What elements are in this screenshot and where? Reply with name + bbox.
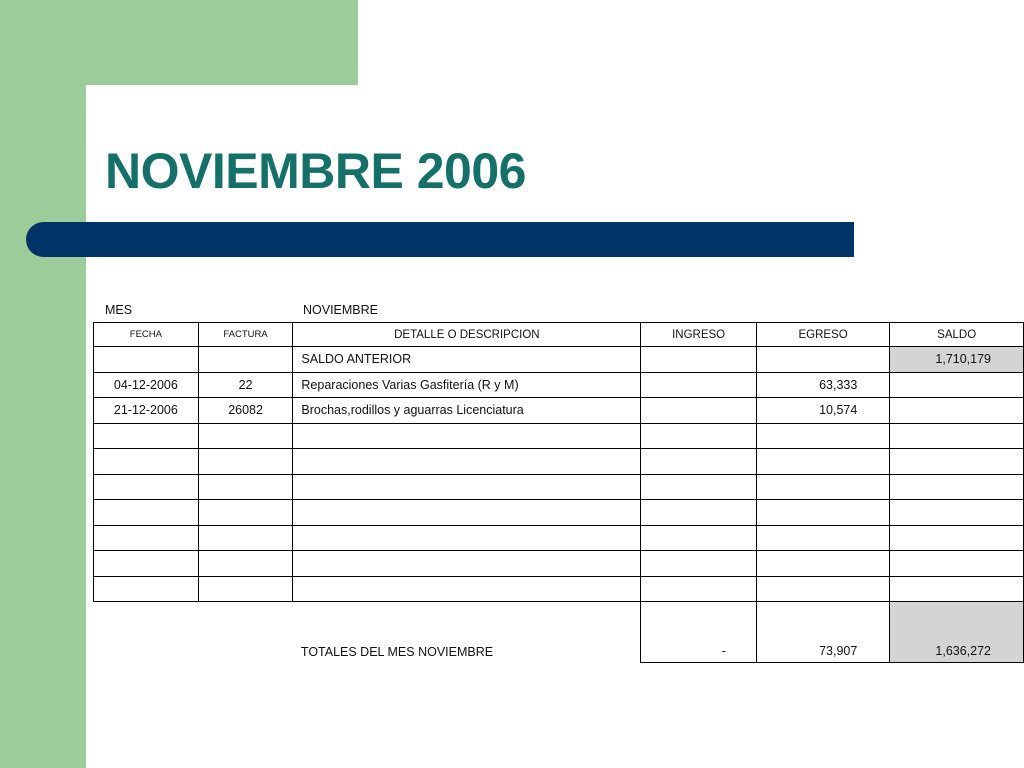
col-header-ingreso: INGRESO [641,323,757,347]
corner-curve [86,85,146,145]
row-fecha: 21-12-2006 [94,398,199,424]
empty-row [94,474,1024,500]
left-decor-bar [0,0,86,768]
table-cell [641,449,757,475]
table-cell [756,551,889,577]
table-cell [94,525,199,551]
col-header-fecha: FECHA [94,323,199,347]
page-title: NOVIEMBRE 2006 [105,143,526,199]
table-cell [756,500,889,526]
table-cell [293,525,641,551]
table-cell [756,576,889,602]
table-cell [94,347,199,373]
table-cell [641,525,757,551]
table-cell [293,551,641,577]
totals-saldo: 1,636,272 [890,602,1024,663]
table-cell [198,551,293,577]
mes-label: MES [105,303,133,317]
row-egreso: 63,333 [756,372,889,398]
table-cell [94,449,199,475]
table-cell [293,576,641,602]
table-cell [94,474,199,500]
col-header-detalle: DETALLE O DESCRIPCION [293,323,641,347]
table-cell [756,449,889,475]
col-header-saldo: SALDO [890,323,1024,347]
table-cell [890,525,1024,551]
empty-row [94,525,1024,551]
table-cell [198,576,293,602]
saldo-anterior-row [94,347,1024,373]
row-factura: 22 [198,372,293,398]
col-header-factura: FACTURA [198,323,293,347]
table-cell [94,576,199,602]
row-ingreso [641,372,757,398]
table-header-row [94,323,1024,347]
table-cell [756,347,889,373]
totals-egreso: 73,907 [756,602,889,663]
table-cell [293,500,641,526]
table-cell [756,525,889,551]
empty-row [94,423,1024,449]
table-cell [198,525,293,551]
table-cell [890,551,1024,577]
top-decor-block [86,0,358,85]
table-row [94,372,1024,398]
row-saldo [890,398,1024,424]
table-cell [890,500,1024,526]
table-cell [890,449,1024,475]
table-cell [198,449,293,475]
table-cell [756,423,889,449]
table-cell [94,551,199,577]
table-cell [94,500,199,526]
row-ingreso [641,398,757,424]
saldo-anterior-label: SALDO ANTERIOR [293,347,641,373]
row-egreso: 10,574 [756,398,889,424]
empty-row [94,551,1024,577]
table-cell [641,576,757,602]
table-cell [641,500,757,526]
table-cell [198,474,293,500]
table-cell [641,474,757,500]
table-row [94,398,1024,424]
table-cell [890,474,1024,500]
table-cell [890,423,1024,449]
table-cell [293,449,641,475]
table-cell [641,423,757,449]
table-cell [641,551,757,577]
table-cell [94,423,199,449]
row-factura: 26082 [198,398,293,424]
table-cell [293,423,641,449]
table-cell [641,347,757,373]
row-detalle: Brochas,rodillos y aguarras Licenciatura [293,398,641,424]
row-detalle: Reparaciones Varias Gasfitería (R y M) [293,372,641,398]
table-cell [756,474,889,500]
empty-row [94,449,1024,475]
ledger-table [93,322,1024,663]
row-saldo [890,372,1024,398]
totals-label: TOTALES DEL MES NOVIEMBRE [300,644,494,659]
col-header-egreso: EGRESO [756,323,889,347]
table-cell [198,423,293,449]
empty-row [94,576,1024,602]
totals-ingreso: - [641,602,757,663]
table-cell [890,576,1024,602]
empty-row [94,500,1024,526]
row-fecha: 04-12-2006 [94,372,199,398]
table-cell [198,602,293,663]
table-cell [94,602,199,663]
table-cell [198,347,293,373]
totals-row [94,602,1024,663]
mes-value: NOVIEMBRE [303,303,379,317]
table-cell [293,474,641,500]
table-cell [198,500,293,526]
saldo-anterior-value: 1,710,179 [890,347,1024,373]
title-underline-band [26,222,854,257]
